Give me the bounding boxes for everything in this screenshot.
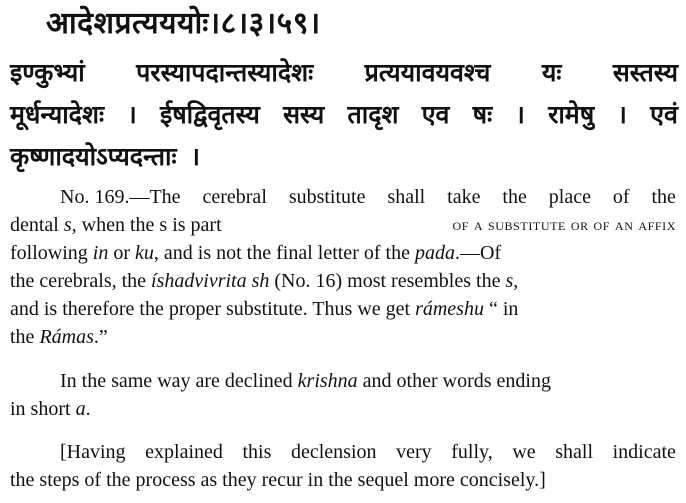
sanskrit-word: रामेषु bbox=[548, 100, 595, 129]
sanskrit-word: एव bbox=[421, 100, 450, 129]
english-p1-line-1 bbox=[60, 183, 676, 211]
sutra-heading: आदेशप्रत्यययोः।८।३।५९। bbox=[46, 6, 321, 41]
italic-term: s bbox=[63, 214, 72, 236]
english-p3-line-1 bbox=[60, 438, 676, 466]
word: the bbox=[651, 186, 676, 208]
word: [Having bbox=[60, 441, 126, 463]
text-segment: and other words ending bbox=[362, 370, 551, 392]
sanskrit-line-3 bbox=[10, 142, 678, 172]
english-p1-line-2 bbox=[10, 211, 676, 239]
text-run bbox=[10, 295, 518, 323]
word: substitute bbox=[288, 186, 366, 208]
word: this bbox=[242, 441, 272, 463]
sanskrit-word: इण्कुभ्यां bbox=[10, 58, 85, 87]
small-caps-phrase: of a substitute or of an affix bbox=[452, 215, 676, 234]
text-segment: (No. 16) most resembles the bbox=[274, 270, 501, 292]
italic-term: pada bbox=[414, 242, 455, 264]
sanskrit-word: कृष्णादयोऽप्यदन्ताः bbox=[10, 142, 177, 171]
italic-term: rámeshu bbox=[415, 298, 484, 320]
text-run bbox=[10, 211, 222, 239]
text-segment: “ in bbox=[488, 298, 519, 320]
sanskrit-word: प्रत्ययावयवश्च bbox=[364, 58, 491, 87]
word: indicate bbox=[612, 441, 676, 463]
sanskrit-word: यः bbox=[541, 58, 562, 87]
italic-term: in bbox=[92, 242, 109, 264]
text-segment: the cerebrals, the bbox=[10, 270, 147, 292]
word: No. 169.—The bbox=[60, 186, 181, 208]
english-p1-line-4 bbox=[10, 267, 676, 295]
text-run bbox=[60, 367, 551, 395]
sanskrit-word: । bbox=[190, 142, 200, 171]
sanskrit-word: परस्यापदान्तस्यादेशः bbox=[136, 58, 314, 87]
italic-term: s bbox=[505, 270, 514, 292]
text-segment: .” bbox=[93, 326, 108, 348]
text-segment: , and is not the final letter of the bbox=[153, 242, 410, 264]
english-p2-line-2 bbox=[10, 395, 676, 423]
sanskrit-word: । bbox=[617, 100, 627, 129]
sanskrit-line-1 bbox=[10, 58, 678, 88]
italic-term: a bbox=[75, 398, 86, 420]
sanskrit-word: ईषद्विवृतस्य bbox=[159, 100, 260, 129]
text-segment: dental bbox=[10, 214, 59, 236]
english-p1-line-3 bbox=[10, 239, 676, 267]
sanskrit-word: । bbox=[127, 100, 137, 129]
text-segment: in short bbox=[10, 398, 71, 420]
word: fully, bbox=[451, 441, 493, 463]
english-p2-line-1 bbox=[60, 367, 676, 395]
text-segment: . bbox=[85, 398, 91, 420]
sanskrit-word: मूर्धन्यादेशः bbox=[10, 100, 105, 129]
word: shall bbox=[387, 186, 426, 208]
text-run bbox=[10, 395, 91, 423]
word: we bbox=[512, 441, 536, 463]
sanskrit-word: सस्तस्य bbox=[612, 58, 678, 87]
text-run: the steps of the process as they recur in the sequel more concisely.] bbox=[10, 469, 546, 491]
word: the bbox=[502, 186, 527, 208]
italic-term: Rámas bbox=[39, 326, 94, 348]
word: shall bbox=[555, 441, 594, 463]
text-run bbox=[10, 323, 108, 351]
text-run bbox=[10, 239, 501, 267]
english-p1-line-6 bbox=[10, 323, 676, 351]
text-segment: or bbox=[113, 242, 131, 264]
english-p1-line-5 bbox=[10, 295, 676, 323]
word: of bbox=[612, 186, 630, 208]
sanskrit-word: तादृश bbox=[347, 100, 399, 129]
text-segment: following bbox=[10, 242, 88, 264]
text-segment: , when the s is part bbox=[71, 214, 222, 236]
word: declension bbox=[290, 441, 377, 463]
sanskrit-line-2 bbox=[10, 100, 678, 130]
text-segment: , bbox=[513, 270, 519, 292]
word: take bbox=[447, 186, 481, 208]
text-segment: .—Of bbox=[454, 242, 502, 264]
italic-term: íshadvivrita sh bbox=[151, 270, 270, 292]
word: very bbox=[396, 441, 432, 463]
text-segment: and is therefore the proper substitute. Thus we get bbox=[10, 298, 411, 320]
word: cerebral bbox=[202, 186, 267, 208]
sanskrit-word: एवं bbox=[650, 100, 678, 129]
text-run bbox=[10, 267, 518, 295]
text-segment: In the same way are declined bbox=[60, 370, 293, 392]
italic-term: ku bbox=[135, 242, 154, 264]
sanskrit-word: षः bbox=[472, 100, 493, 129]
word: place bbox=[548, 186, 591, 208]
sanskrit-word: । bbox=[515, 100, 525, 129]
english-p3-line-2 bbox=[10, 466, 676, 494]
sanskrit-word: सस्य bbox=[283, 100, 325, 129]
italic-term: krishna bbox=[297, 370, 358, 392]
text-segment: the bbox=[10, 326, 35, 348]
word: explained bbox=[145, 441, 223, 463]
